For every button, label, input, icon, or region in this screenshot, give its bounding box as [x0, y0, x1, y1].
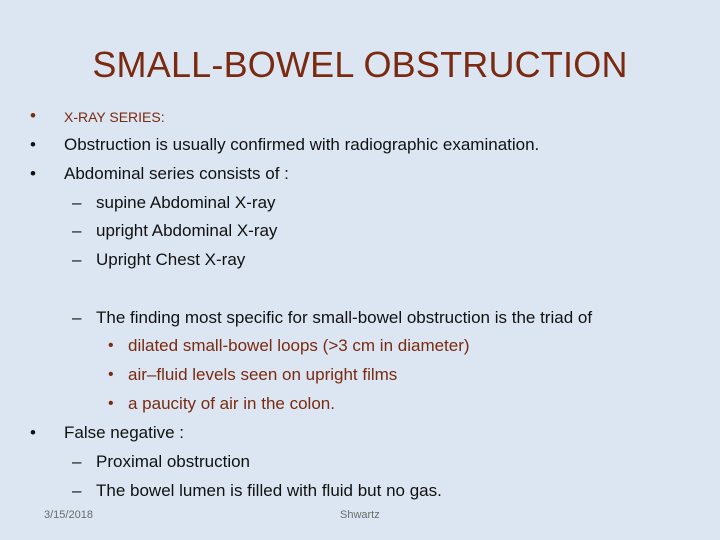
dash-supine: –	[72, 193, 82, 212]
slide-title: SMALL-BOWEL OBSTRUCTION	[92, 44, 628, 85]
bullet-abdominal-series: •	[30, 164, 36, 183]
bullet-triad-2: •	[108, 366, 114, 383]
text-triad-1: dilated small-bowel loops (>3 cm in diameter)	[128, 336, 470, 355]
bullet-triad-3: •	[108, 395, 114, 412]
dash-finding: –	[72, 308, 82, 327]
text-false-negative: False negative :	[64, 423, 185, 442]
bullet-false-negative: •	[30, 423, 36, 442]
dash-upright-abd: –	[72, 221, 82, 240]
text-abdominal-series: Abdominal series consists of :	[64, 164, 289, 183]
footer-date: 3/15/2018	[44, 509, 93, 521]
heading-xray-series: X-RAY SERIES:	[64, 109, 165, 125]
text-lumen: The bowel lumen is filled with fluid but no gas.	[96, 481, 442, 500]
dash-proximal: –	[72, 452, 82, 471]
text-triad-2: air–fluid levels seen on upright films	[128, 365, 398, 384]
text-upright-abd: upright Abdominal X-ray	[96, 221, 278, 240]
bullet-xray-series: •	[30, 106, 36, 125]
text-confirmed: Obstruction is usually confirmed with radiographic examination.	[64, 135, 540, 154]
bullet-confirmed: •	[30, 135, 36, 154]
footer-author: Shwartz	[340, 509, 380, 521]
text-supine: supine Abdominal X-ray	[96, 193, 276, 212]
dash-lumen: –	[72, 481, 82, 500]
text-upright-chest: Upright Chest X-ray	[96, 250, 246, 269]
dash-upright-chest: –	[72, 250, 82, 269]
text-finding: The finding most specific for small-bowel obstruction is the triad of	[96, 308, 593, 327]
text-triad-3: a paucity of air in the colon.	[128, 394, 335, 413]
bullet-triad-1: •	[108, 337, 114, 354]
text-proximal: Proximal obstruction	[96, 452, 251, 471]
